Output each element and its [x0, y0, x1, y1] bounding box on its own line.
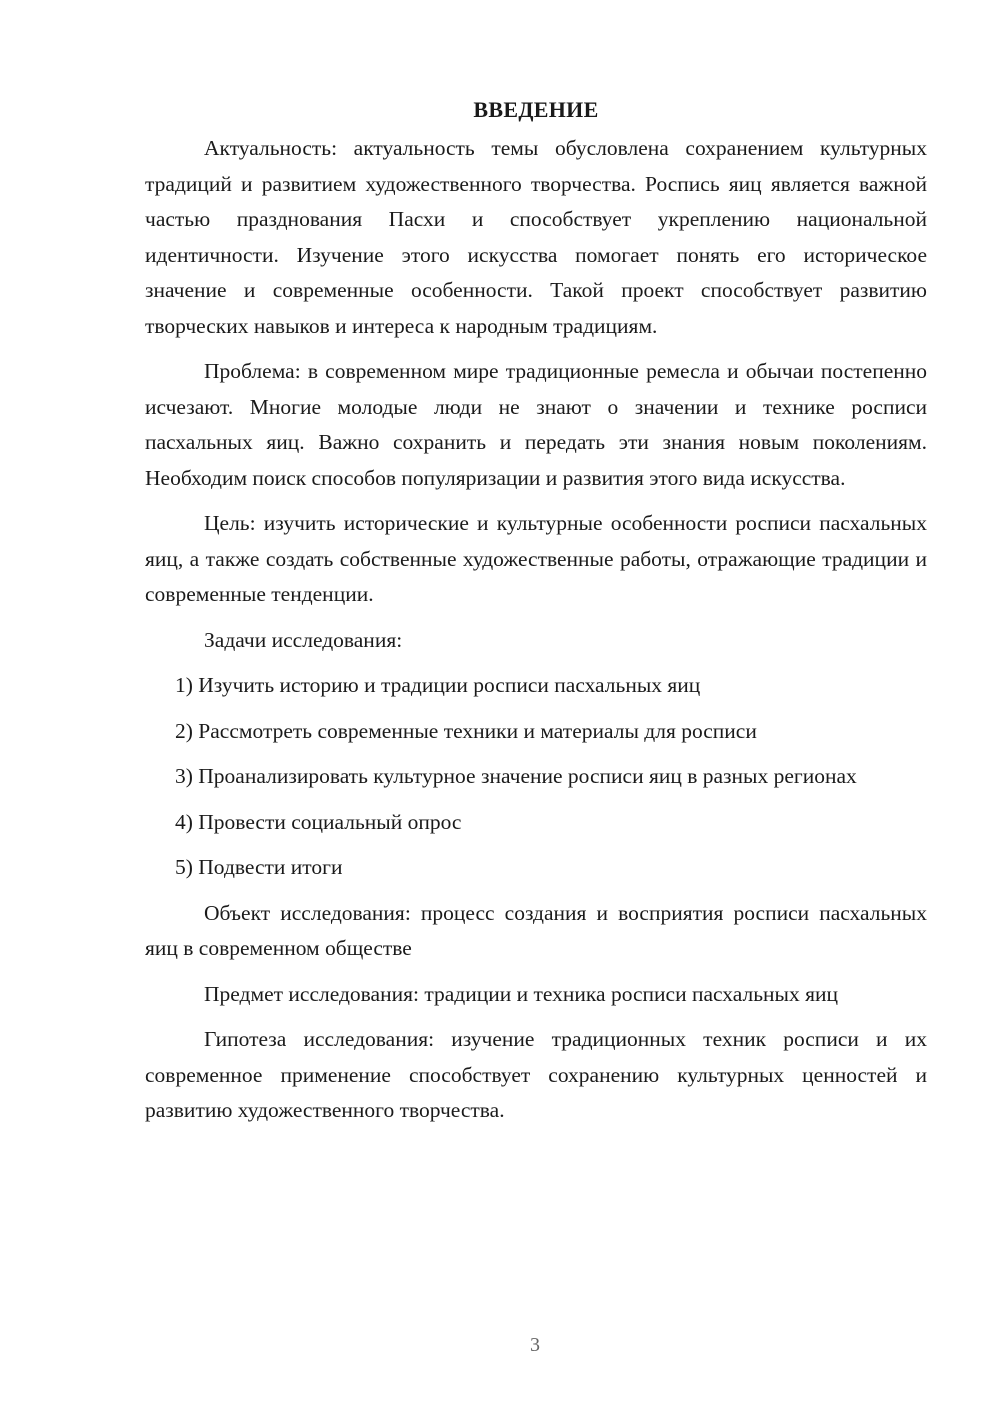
- page-number: 3: [530, 1334, 540, 1356]
- task-item-5: 5) Подвести итоги: [175, 855, 343, 879]
- paragraph-problem: Проблема: в современном мире традиционные ремесла и обычаи постепенно исчезают. Многие молодые люди не знают о значении и технике росписи пасхальных яиц. Важно сохранить и передать эти знания новым поколениям. Необходим поиск способов популяризации и развития этого вида искусства.: [145, 359, 927, 490]
- document-page: [145, 92, 927, 1139]
- document-title: ВВЕДЕНИЕ: [473, 97, 599, 122]
- paragraph-tasks-heading: Задачи исследования:: [204, 627, 403, 652]
- paragraph-subject: Предмет исследования: традиции и техника росписи пасхальных яиц: [204, 981, 838, 1006]
- paragraph-goal: Цель: изучить исторические и культурные особенности росписи пасхальных яиц, а также создать собственные художественные работы, отражающие традиции и современные тенденции.: [145, 511, 927, 606]
- task-item-4: 4) Провести социальный опрос: [175, 809, 462, 834]
- task-item-2: 2) Рассмотреть современные техники и материалы для росписи: [175, 718, 757, 743]
- paragraph-relevance: Актуальность: актуальность темы обусловлена сохранением культурных традиций и развитием художественного творчества. Роспись яиц является важной частью празднования Пасхи и способствует укреплению национальной идентичности. Изучение этого искусства помогает понять его историческое значение и современные особенности. Такой проект способствует развитию творческих навыков и интереса к народным традициям.: [145, 136, 927, 338]
- task-item-3: 3) Проанализировать культурное значение росписи яиц в разных регионах: [175, 764, 857, 788]
- task-item-1: 1) Изучить историю и традиции росписи пасхальных яиц: [175, 673, 701, 697]
- paragraph-hypothesis: Гипотеза исследования: изучение традиционных техник росписи и их современное применение способствует сохранению культурных ценностей и развитию художественного творчества.: [145, 1027, 927, 1122]
- paragraph-object: Объект исследования: процесс создания и восприятия росписи пасхальных яиц в современном обществе: [145, 900, 927, 960]
